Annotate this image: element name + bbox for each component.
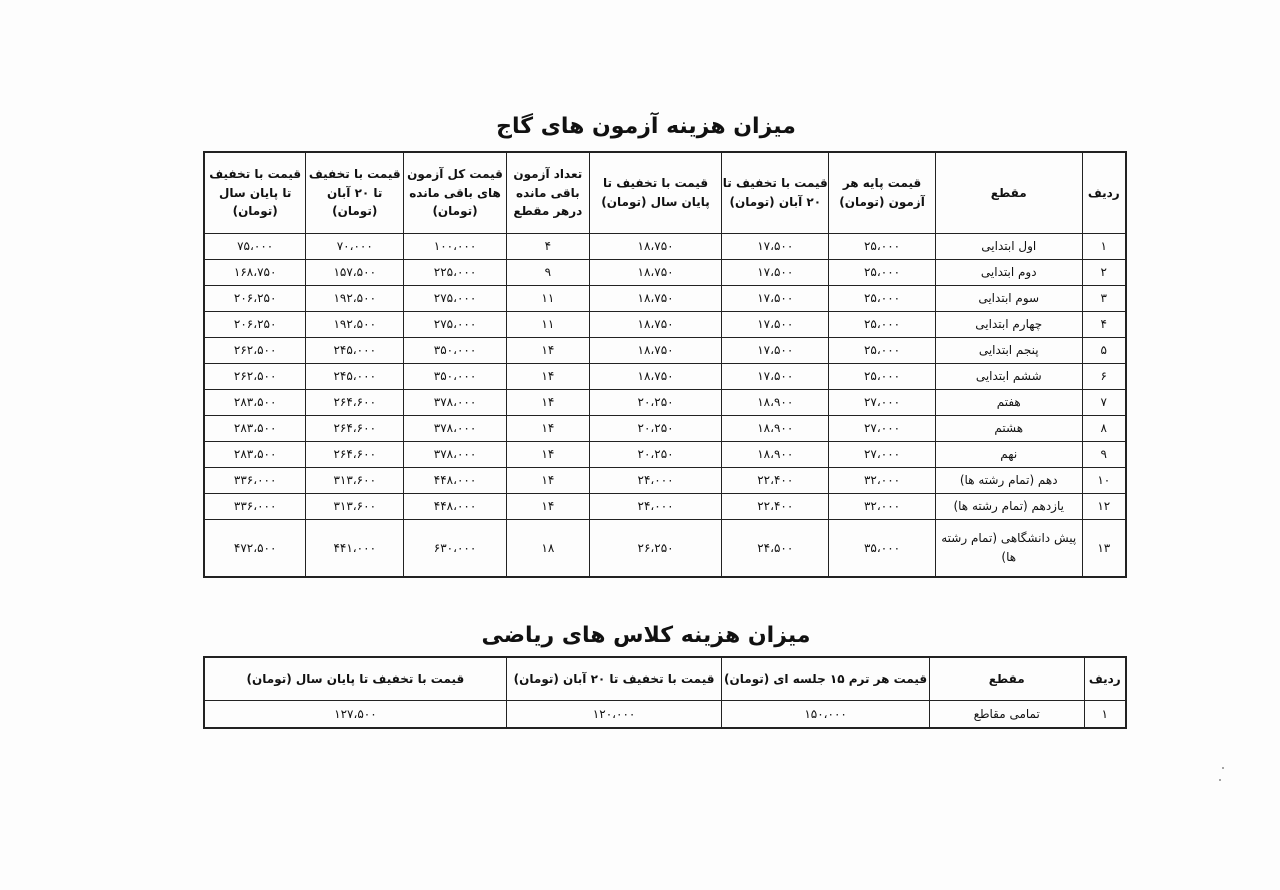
- cell-total-discount-year: ۳۳۶،۰۰۰: [204, 494, 306, 520]
- header-discount-aban: قیمت با تخفیف تا ۲۰ آبان (تومان): [722, 152, 829, 234]
- cell-total-discount-year: ۷۵،۰۰۰: [204, 234, 306, 260]
- cell-base-price: ۲۵،۰۰۰: [829, 286, 936, 312]
- cell-remaining-count: ۱۴: [506, 468, 589, 494]
- cell-radif: ۳: [1082, 286, 1126, 312]
- scan-speck: [1222, 767, 1224, 769]
- cell-discount-year: ۲۶،۲۵۰: [589, 520, 722, 578]
- class-cell-radif: ۱: [1084, 701, 1126, 729]
- cell-total-price: ۴۴۸،۰۰۰: [404, 494, 507, 520]
- cell-discount-aban: ۱۷،۵۰۰: [722, 286, 829, 312]
- class-cell-discount-aban: ۱۲۰،۰۰۰: [506, 701, 722, 729]
- header-base-price: قیمت پایه هر آزمون (تومان): [829, 152, 936, 234]
- cell-maqta: پیش دانشگاهی (تمام رشته ها): [935, 520, 1082, 578]
- header-total-discount-year: قیمت با تخفیف تا پایان سال (تومان): [204, 152, 306, 234]
- cell-discount-year: ۲۰،۲۵۰: [589, 390, 722, 416]
- table-row: [204, 234, 1126, 260]
- cell-total-discount-year: ۲۰۶،۲۵۰: [204, 286, 306, 312]
- cell-discount-aban: ۱۷،۵۰۰: [722, 234, 829, 260]
- class-row: [204, 701, 1126, 729]
- cell-maqta: نهم: [935, 442, 1082, 468]
- cell-discount-aban: ۱۷،۵۰۰: [722, 364, 829, 390]
- cell-total-price: ۲۲۵،۰۰۰: [404, 260, 507, 286]
- table-row: [204, 494, 1126, 520]
- cell-remaining-count: ۱۴: [506, 338, 589, 364]
- cell-remaining-count: ۹: [506, 260, 589, 286]
- table-row: [204, 338, 1126, 364]
- cell-total-discount-aban: ۳۱۳،۶۰۰: [306, 468, 404, 494]
- table-row: [204, 520, 1126, 578]
- cell-discount-year: ۲۰،۲۵۰: [589, 442, 722, 468]
- class-cell-term-price: ۱۵۰،۰۰۰: [722, 701, 930, 729]
- class-header-maqta: مقطع: [929, 657, 1084, 701]
- cell-discount-aban: ۱۷،۵۰۰: [722, 338, 829, 364]
- cell-base-price: ۲۵،۰۰۰: [829, 260, 936, 286]
- cell-total-discount-year: ۲۶۲،۵۰۰: [204, 364, 306, 390]
- header-total-discount-aban: قیمت با تخفیف تا ۲۰ آبان (تومان): [306, 152, 404, 234]
- cell-maqta: دوم ابتدایی: [935, 260, 1082, 286]
- exam-cost-table: [203, 151, 1127, 578]
- cell-total-discount-aban: ۲۶۴،۶۰۰: [306, 416, 404, 442]
- cell-discount-year: ۱۸،۷۵۰: [589, 234, 722, 260]
- cell-total-price: ۳۵۰،۰۰۰: [404, 364, 507, 390]
- cell-radif: ۸: [1082, 416, 1126, 442]
- cell-total-discount-year: ۴۷۲،۵۰۰: [204, 520, 306, 578]
- cell-total-price: ۶۳۰،۰۰۰: [404, 520, 507, 578]
- cell-discount-year: ۲۴،۰۰۰: [589, 494, 722, 520]
- cell-maqta: چهارم ابتدایی: [935, 312, 1082, 338]
- cell-radif: ۱: [1082, 234, 1126, 260]
- cell-total-discount-aban: ۷۰،۰۰۰: [306, 234, 404, 260]
- cell-remaining-count: ۱۴: [506, 364, 589, 390]
- cell-maqta: هشتم: [935, 416, 1082, 442]
- cell-radif: ۴: [1082, 312, 1126, 338]
- table-row: [204, 286, 1126, 312]
- table-row: [204, 468, 1126, 494]
- cell-discount-aban: ۲۲،۴۰۰: [722, 494, 829, 520]
- cell-total-price: ۳۷۸،۰۰۰: [404, 416, 507, 442]
- cell-discount-year: ۲۴،۰۰۰: [589, 468, 722, 494]
- cell-discount-aban: ۱۸،۹۰۰: [722, 390, 829, 416]
- class-cell-maqta: تمامی مقاطع: [929, 701, 1084, 729]
- cell-base-price: ۲۷،۰۰۰: [829, 390, 936, 416]
- cell-total-price: ۲۷۵،۰۰۰: [404, 312, 507, 338]
- cell-radif: ۱۲: [1082, 494, 1126, 520]
- cell-base-price: ۳۲،۰۰۰: [829, 468, 936, 494]
- table-row: [204, 442, 1126, 468]
- cell-total-discount-year: ۲۸۳،۵۰۰: [204, 390, 306, 416]
- cell-radif: ۹: [1082, 442, 1126, 468]
- cell-base-price: ۳۵،۰۰۰: [829, 520, 936, 578]
- cell-base-price: ۲۵،۰۰۰: [829, 338, 936, 364]
- cell-radif: ۱۰: [1082, 468, 1126, 494]
- cell-discount-year: ۱۸،۷۵۰: [589, 364, 722, 390]
- class-header-term-price: قیمت هر ترم ۱۵ جلسه ای (تومان): [722, 657, 930, 701]
- header-total-price: قیمت کل آزمون های باقی مانده (تومان): [404, 152, 507, 234]
- cell-radif: ۱۳: [1082, 520, 1126, 578]
- cell-discount-aban: ۱۷،۵۰۰: [722, 260, 829, 286]
- cell-remaining-count: ۱۸: [506, 520, 589, 578]
- cell-total-price: ۳۷۸،۰۰۰: [404, 390, 507, 416]
- cell-discount-year: ۱۸،۷۵۰: [589, 338, 722, 364]
- header-radif: ردیف: [1082, 152, 1126, 234]
- class-header-row: [204, 657, 1126, 701]
- cell-total-discount-aban: ۲۴۵،۰۰۰: [306, 364, 404, 390]
- table-row: [204, 312, 1126, 338]
- cell-remaining-count: ۱۴: [506, 390, 589, 416]
- cell-total-discount-aban: ۲۶۴،۶۰۰: [306, 442, 404, 468]
- cell-maqta: پنجم ابتدایی: [935, 338, 1082, 364]
- cell-total-discount-year: ۱۶۸،۷۵۰: [204, 260, 306, 286]
- class-header-radif: ردیف: [1084, 657, 1126, 701]
- cell-total-price: ۳۵۰،۰۰۰: [404, 338, 507, 364]
- cell-base-price: ۲۵،۰۰۰: [829, 234, 936, 260]
- table-row: [204, 260, 1126, 286]
- math-class-table: [203, 656, 1127, 729]
- cell-total-discount-year: ۲۸۳،۵۰۰: [204, 416, 306, 442]
- header-maqta: مقطع: [935, 152, 1082, 234]
- math-class-title: میزان هزینه کلاس های ریاضی: [481, 623, 811, 648]
- scan-speck: [1219, 779, 1221, 781]
- cell-total-discount-aban: ۱۹۲،۵۰۰: [306, 286, 404, 312]
- cell-remaining-count: ۱۱: [506, 312, 589, 338]
- cell-total-discount-aban: ۲۴۵،۰۰۰: [306, 338, 404, 364]
- cell-base-price: ۳۲،۰۰۰: [829, 494, 936, 520]
- cell-total-discount-aban: ۳۱۳،۶۰۰: [306, 494, 404, 520]
- cell-radif: ۵: [1082, 338, 1126, 364]
- cell-base-price: ۲۷،۰۰۰: [829, 442, 936, 468]
- cell-maqta: دهم (تمام رشته ها): [935, 468, 1082, 494]
- cell-maqta: هفتم: [935, 390, 1082, 416]
- cell-total-discount-year: ۲۶۲،۵۰۰: [204, 338, 306, 364]
- cell-total-discount-year: ۲۸۳،۵۰۰: [204, 442, 306, 468]
- exam-header-row: [204, 152, 1126, 234]
- cell-total-price: ۴۴۸،۰۰۰: [404, 468, 507, 494]
- cell-discount-year: ۱۸،۷۵۰: [589, 286, 722, 312]
- cell-total-discount-aban: ۴۴۱،۰۰۰: [306, 520, 404, 578]
- cell-total-discount-aban: ۱۹۲،۵۰۰: [306, 312, 404, 338]
- table-row: [204, 364, 1126, 390]
- cell-total-discount-aban: ۱۵۷،۵۰۰: [306, 260, 404, 286]
- cell-discount-aban: ۲۴،۵۰۰: [722, 520, 829, 578]
- header-discount-year: قیمت با تخفیف تا پایان سال (تومان): [589, 152, 722, 234]
- cell-total-price: ۳۷۸،۰۰۰: [404, 442, 507, 468]
- cell-total-discount-year: ۲۰۶،۲۵۰: [204, 312, 306, 338]
- cell-base-price: ۲۵،۰۰۰: [829, 364, 936, 390]
- cell-radif: ۶: [1082, 364, 1126, 390]
- cell-remaining-count: ۱۴: [506, 416, 589, 442]
- cell-discount-year: ۱۸،۷۵۰: [589, 312, 722, 338]
- cell-remaining-count: ۱۴: [506, 442, 589, 468]
- cell-remaining-count: ۱۴: [506, 494, 589, 520]
- cell-remaining-count: ۴: [506, 234, 589, 260]
- cell-base-price: ۲۷،۰۰۰: [829, 416, 936, 442]
- cell-total-price: ۱۰۰،۰۰۰: [404, 234, 507, 260]
- cell-total-price: ۲۷۵،۰۰۰: [404, 286, 507, 312]
- table-row: [204, 390, 1126, 416]
- cell-discount-aban: ۱۸،۹۰۰: [722, 416, 829, 442]
- cell-discount-year: ۱۸،۷۵۰: [589, 260, 722, 286]
- cell-maqta: سوم ابتدایی: [935, 286, 1082, 312]
- cell-discount-aban: ۲۲،۴۰۰: [722, 468, 829, 494]
- cell-discount-aban: ۱۸،۹۰۰: [722, 442, 829, 468]
- cell-radif: ۷: [1082, 390, 1126, 416]
- cell-total-discount-aban: ۲۶۴،۶۰۰: [306, 390, 404, 416]
- class-header-discount-year: قیمت با تخفیف تا پایان سال (تومان): [204, 657, 506, 701]
- cell-maqta: یازدهم (تمام رشته ها): [935, 494, 1082, 520]
- cell-total-discount-year: ۳۳۶،۰۰۰: [204, 468, 306, 494]
- cell-remaining-count: ۱۱: [506, 286, 589, 312]
- header-remaining-count: تعداد آزمون باقی مانده درهر مقطع: [506, 152, 589, 234]
- cell-discount-aban: ۱۷،۵۰۰: [722, 312, 829, 338]
- cell-maqta: ششم ابتدایی: [935, 364, 1082, 390]
- class-cell-discount-year: ۱۲۷،۵۰۰: [204, 701, 506, 729]
- class-header-discount-aban: قیمت با تخفیف تا ۲۰ آبان (تومان): [506, 657, 722, 701]
- cell-discount-year: ۲۰،۲۵۰: [589, 416, 722, 442]
- cell-radif: ۲: [1082, 260, 1126, 286]
- table-row: [204, 416, 1126, 442]
- cell-maqta: اول ابتدایی: [935, 234, 1082, 260]
- cell-base-price: ۲۵،۰۰۰: [829, 312, 936, 338]
- exam-cost-title: میزان هزینه آزمون های گاج: [496, 114, 796, 139]
